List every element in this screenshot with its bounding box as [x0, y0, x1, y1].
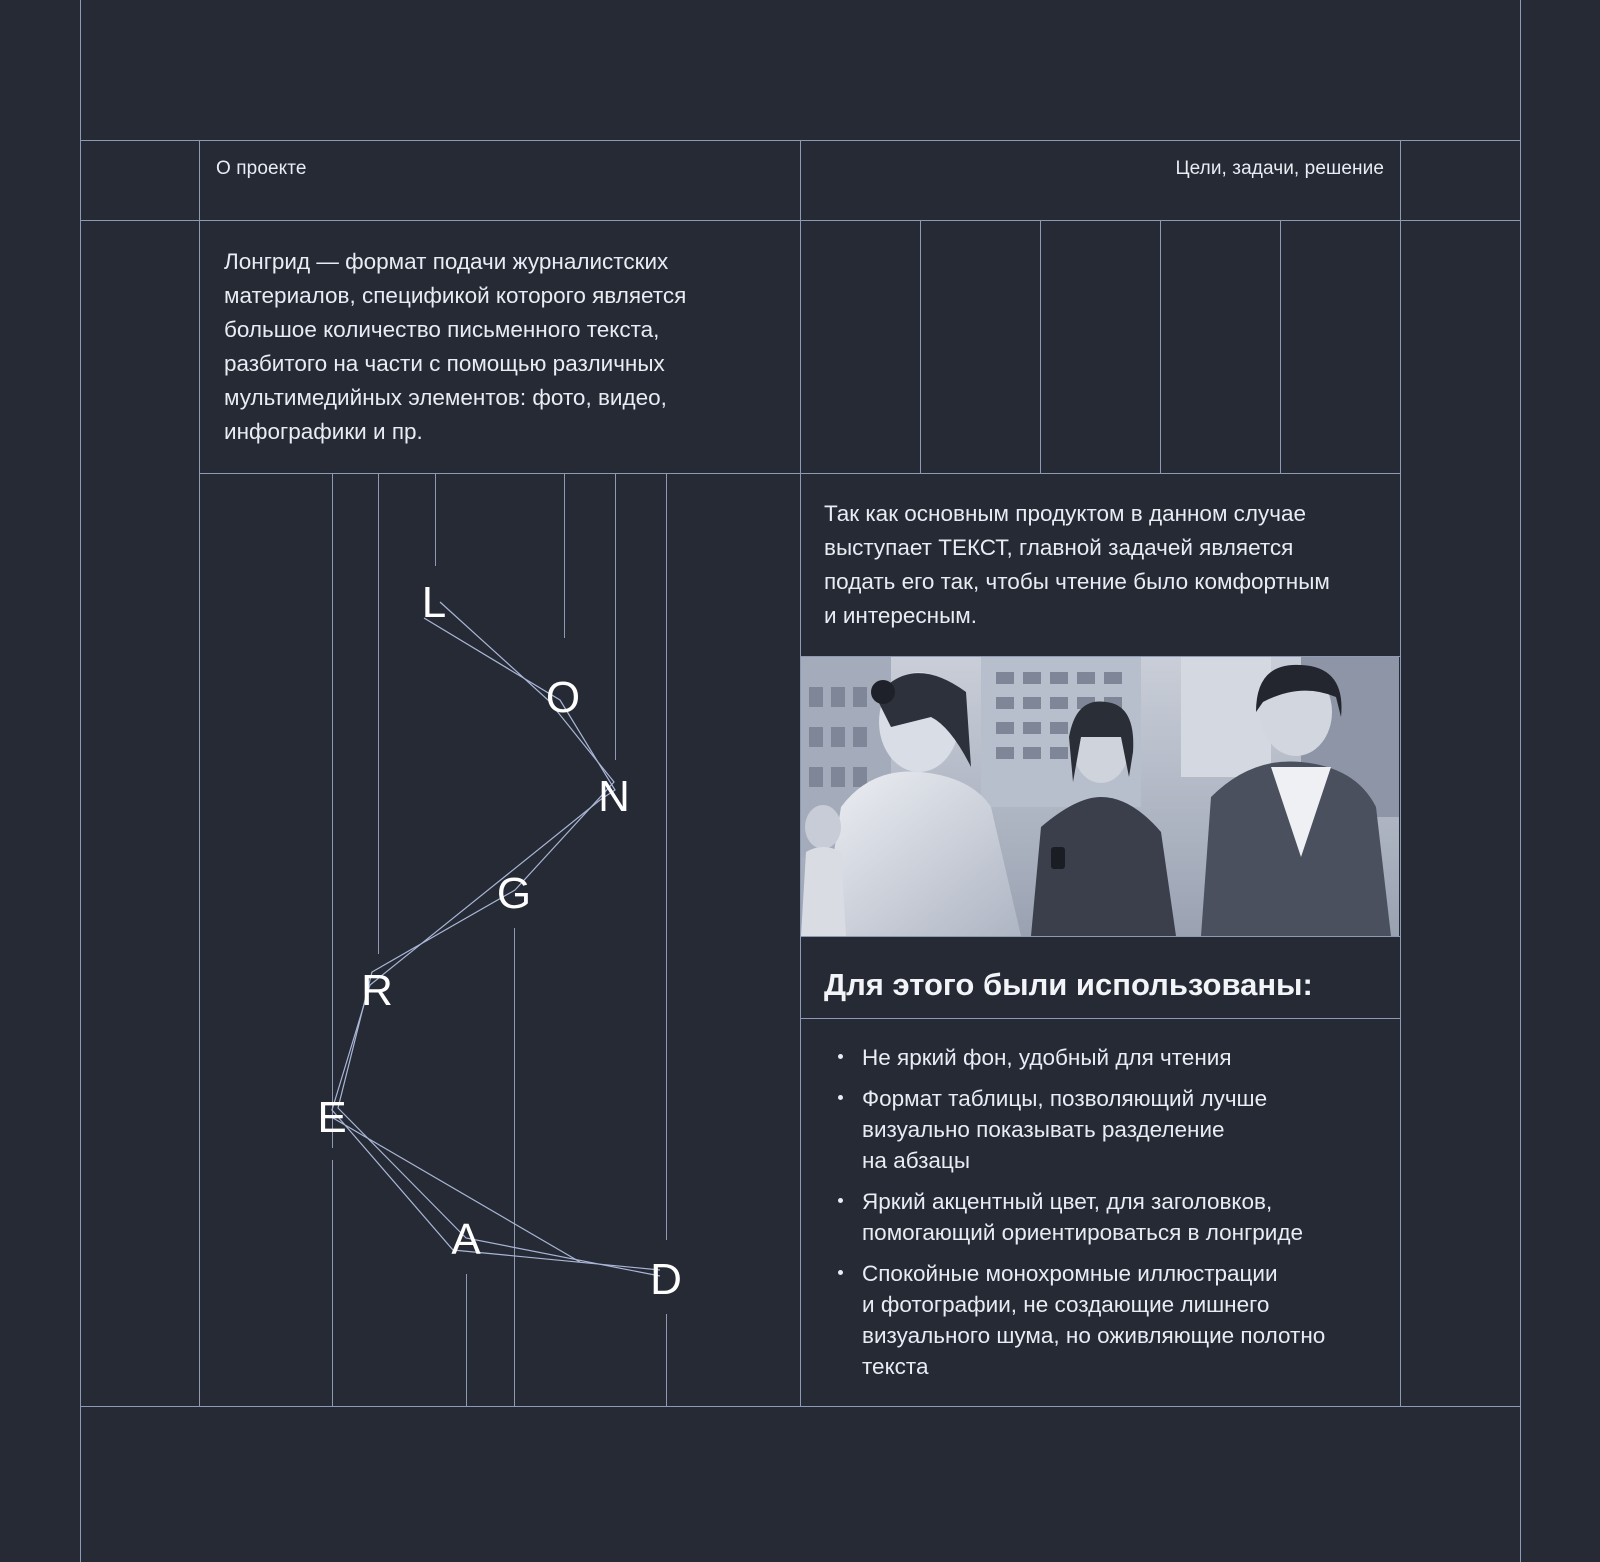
wordmark-column-line [666, 1314, 667, 1406]
list-item [838, 1042, 1378, 1073]
column-line [920, 221, 921, 473]
grid-line-outer-right [1520, 0, 1521, 1562]
wordmark-column-line [466, 1274, 467, 1406]
grid-line-header-bottom [80, 220, 1520, 221]
intro-paragraph: Лонгрид — формат подачи журналистских материалов, спецификой которого является большое количество письменного текста, разбитого на части с помощью различных мультимедийных элементов: фото, видео, инфографики и пр. [224, 249, 687, 444]
column-line [1040, 221, 1041, 473]
grid-line-heading-bottom [800, 1018, 1400, 1019]
grid-line-top [80, 140, 1520, 141]
wordmark-column-line [564, 474, 565, 638]
wordmark-letter-l: L [421, 578, 447, 627]
grid-line-bottom [80, 1406, 1520, 1407]
wordmark-letter-e: E [317, 1093, 347, 1142]
grid-line-inner-left [199, 141, 200, 1407]
list-item [838, 1258, 1378, 1382]
grid-line-intro-bottom [199, 473, 1400, 474]
list-item-text: Не яркий фон, удобный для чтения [862, 1045, 1232, 1070]
wordmark-column-line [615, 474, 616, 760]
section-label-about: О проекте [216, 158, 307, 179]
grid-line-outer-left [80, 0, 81, 1562]
solution-heading: Для этого были использованы: [824, 967, 1313, 1002]
wordmark-column-line [332, 474, 333, 1148]
wordmark-letter-n: N [598, 772, 630, 821]
column-line [1160, 221, 1161, 473]
bullet-dot [838, 1198, 843, 1203]
section-label-goals: Цели, задачи, решение [1175, 158, 1384, 179]
wordmark-connector-lines [332, 602, 660, 1276]
grid-line-photo-bottom [800, 936, 1400, 937]
goal-paragraph: Так как основным продуктом в данном случае выступает ТЕКСТ, главной задачей является подать его так, чтобы чтение было комфортным и интересным. [824, 501, 1330, 628]
bullet-dot [838, 1270, 843, 1275]
wordmark-column-line [514, 928, 515, 1406]
grid-line-inner-right [1400, 141, 1401, 1407]
street-photo [801, 657, 1399, 936]
wordmark-column-line [666, 474, 667, 1240]
wordmark-letter-r: R [361, 966, 393, 1015]
solution-list [838, 1042, 1378, 1392]
list-item [838, 1186, 1378, 1248]
list-item-text: Яркий акцентный цвет, для заголовков, помогающий ориентироваться в лонгриде [862, 1189, 1304, 1245]
wordmark-column-line [332, 1160, 333, 1406]
wordmark-letter-g: G [496, 869, 532, 918]
list-item [838, 1083, 1378, 1176]
bullet-dot [838, 1054, 843, 1059]
list-item-text: Формат таблицы, позволяющий лучше визуально показывать разделение на абзацы [862, 1086, 1268, 1173]
wordmark-letter-d: D [650, 1255, 682, 1304]
wordmark-letter-a: A [451, 1215, 481, 1264]
list-item-text: Спокойные монохромные иллюстрации и фотографии, не создающие лишнего визуального шума, но оживляющие полотно текста [862, 1261, 1326, 1379]
wordmark-column-line [378, 474, 379, 954]
wordmark-column-line [435, 474, 436, 566]
bullet-dot [838, 1095, 843, 1100]
wordmark-letter-o: O [545, 673, 581, 722]
column-line [1280, 221, 1281, 473]
